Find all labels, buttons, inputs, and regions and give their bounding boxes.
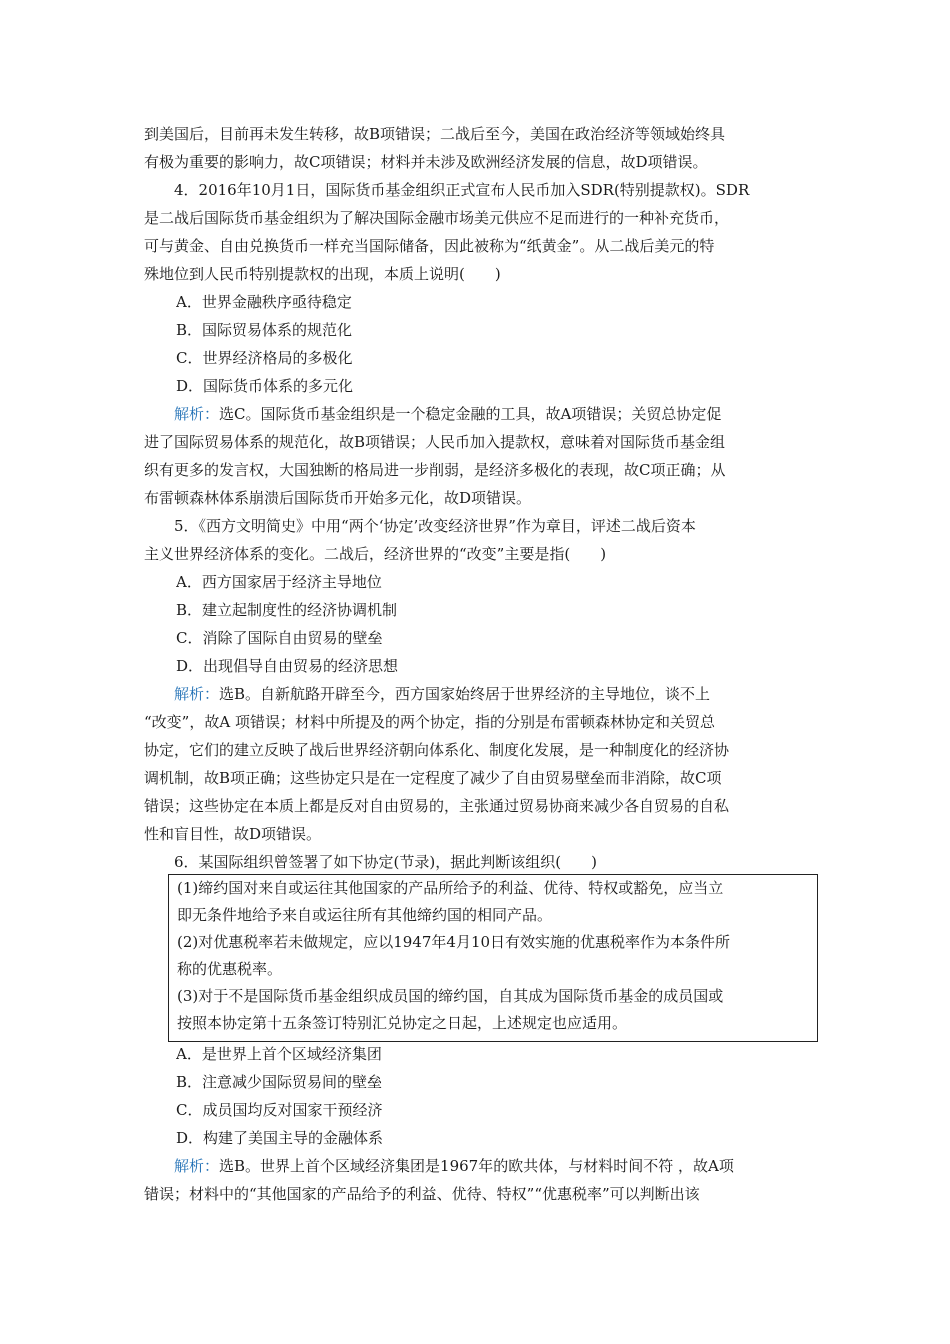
excerpt-line: (1)缔约国对来自或运往其他国家的产品所给予的利益、优待、特权或豁免，应当立 [177,879,724,897]
analysis-text: 选B。世界上首个区域经济集团是1967年的欧共体，与材料时间不符 ，故A项 [219,1157,734,1175]
q6-option-b: B．注意减少国际贸易间的壁垒 [176,1073,383,1091]
intro-line: 到美国后，目前再未发生转移，故B项错误；二战后至今，美国在政治经济等领域始终具 [144,125,726,143]
q5-analysis-line: 协定，它们的建立反映了战后世界经济朝向体系化、制度化发展，是一种制度化的经济协 [144,741,730,759]
q5-analysis-line: “改变”，故A 项错误；材料中所提及的两个协定，指的分别是布雷顿森林协定和关贸总 [144,713,715,731]
q5-analysis-line [174,684,808,704]
q4-analysis-line: 织有更多的发言权，大国独断的格局进一步削弱，是经济多极化的表现，故C项正确；从 [144,461,726,479]
q4-option-c: C．世界经济格局的多极化 [176,349,353,367]
q4-option-a: A．世界金融秩序亟待稳定 [176,293,352,311]
analysis-label: 解析： [174,1157,220,1175]
q4-stem-line: 可与黄金、自由兑换货币一样充当国际储备，因此被称为“纸黄金”。从二战后美元的特 [144,237,715,255]
q6-option-c: C．成员国均反对国家干预经济 [176,1101,383,1119]
q4-stem-line: 是二战后国际货币基金组织为了解决国际金融市场美元供应不足而进行的一种补充货币， [144,209,730,227]
q4-option-d: D．国际货币体系的多元化 [176,377,354,395]
analysis-text: 选B。自新航路开辟至今，西方国家始终居于世界经济的主导地位，谈不上 [219,685,711,703]
excerpt-line: (2)对优惠税率若未做规定，应以1947年4月10日有效实施的优惠税率作为本条件所 [177,933,731,951]
q6-stem-line: 6．某国际组织曾签署了如下协定(节录)，据此判断该组织( ) [174,853,597,871]
analysis-label: 解析： [174,405,220,423]
analysis-text: 选C。国际货币基金组织是一个稳定金融的工具，故A项错误；关贸总协定促 [219,405,722,423]
excerpt-line: 称的优惠税率。 [177,960,283,978]
q5-option-d: D．出现倡导自由贸易的经济思想 [176,657,399,675]
q5-option-a: A．西方国家居于经济主导地位 [176,573,382,591]
q4-analysis-line [174,404,808,424]
q4-stem-line: 4．2016年10月1日，国际货币基金组织正式宣布人民币加入SDR(特别提款权)。SDR [174,181,750,199]
excerpt-line: (3)对于不是国际货币基金组织成员国的缔约国，自其成为国际货币基金的成员国或 [177,987,724,1005]
q5-option-c: C．消除了国际自由贸易的壁垒 [176,629,383,647]
q5-analysis-line: 性和盲目性，故D项错误。 [144,825,322,843]
q5-analysis-line: 调机制，故B项正确；这些协定只是在一定程度了减少了自由贸易壁垒而非消除，故C项 [144,769,722,787]
q6-analysis-line: 错误；材料中的“其他国家的产品给予的利益、优待、特权”“优惠税率”可以判断出该 [144,1185,700,1203]
q4-analysis-line: 布雷顿森林体系崩溃后国际货币开始多元化，故D项错误。 [144,489,532,507]
q6-excerpt-box [168,874,818,1042]
q5-stem-line: 5．《西方文明简史》中用“两个‘协定’改变经济世界”作为章目，评述二战后资本 [174,517,696,535]
excerpt-line: 即无条件地给予来自或运往所有其他缔约国的相同产品。 [177,906,553,924]
q4-stem-line: 殊地位到人民币特别提款权的出现，本质上说明( ) [144,265,501,283]
q4-option-b: B．国际贸易体系的规范化 [176,321,353,339]
q6-option-d: D．构建了美国主导的金融体系 [176,1129,384,1147]
excerpt-line: 按照本协定第十五条签订特别汇兑协定之日起，上述规定也应适用。 [177,1014,628,1032]
q5-stem-line: 主义世界经济体系的变化。二战后，经济世界的“改变”主要是指( ) [144,545,607,563]
q5-analysis-line: 错误；这些协定在本质上都是反对自由贸易的，主张通过贸易协商来减少各自贸易的自私 [144,797,730,815]
intro-line: 有极为重要的影响力，故C项错误；材料并未涉及欧洲经济发展的信息，故D项错误。 [144,153,708,171]
q6-analysis-line [174,1156,808,1176]
q5-option-b: B．建立起制度性的经济协调机制 [176,601,398,619]
q4-analysis-line: 进了国际贸易体系的规范化，故B项错误；人民币加入提款权，意味着对国际货币基金组 [144,433,726,451]
q6-option-a: A．是世界上首个区域经济集团 [176,1045,382,1063]
analysis-label: 解析： [174,685,220,703]
